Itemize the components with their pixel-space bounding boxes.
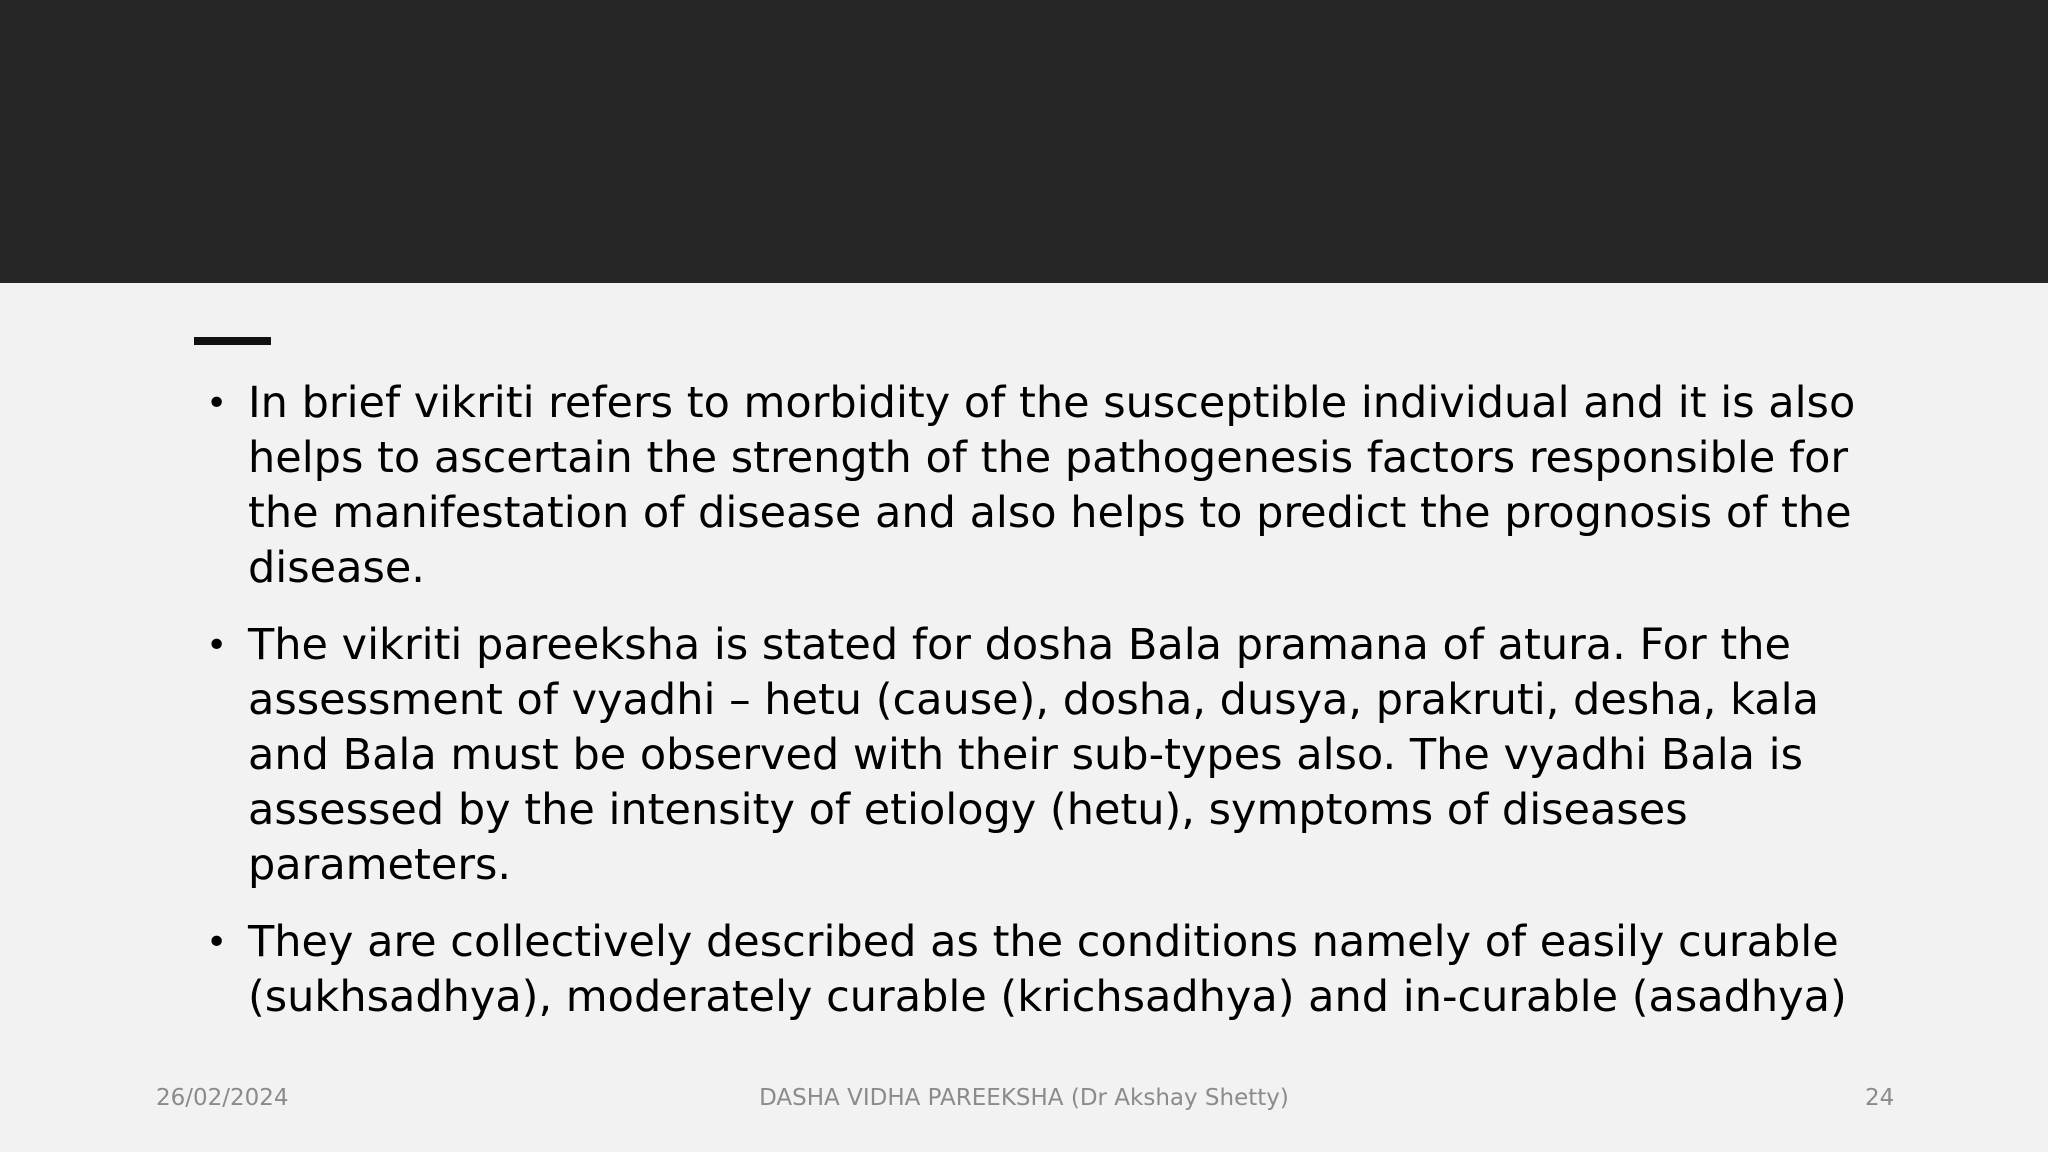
bullet-text: The vikriti pareeksha is stated for dosha Bala pramana of atura. For the assessment of vyadhi – hetu (cause), dosha, dusya, prakruti, desha, kala and Bala must be observed with their sub-types also. The vyadhi Bala is assessed by the intensity of etiology (hetu), symptoms of diseases parameters. — [248, 620, 1819, 890]
bullet-icon: • — [206, 625, 228, 666]
bullet-item — [200, 915, 1880, 1025]
bullet-icon: • — [206, 383, 228, 424]
page-number: 24 — [1865, 1085, 1895, 1111]
footer-date: 26/02/2024 — [156, 1085, 289, 1111]
footer-title: DASHA VIDHA PAREEKSHA (Dr Akshay Shetty) — [759, 1085, 1289, 1111]
title-accent-bar — [194, 337, 271, 345]
bullet-icon: • — [206, 922, 228, 963]
bullet-item — [200, 376, 1880, 596]
title-band — [0, 0, 2048, 283]
bullet-list — [200, 376, 1880, 1047]
bullet-text: In brief vikriti refers to morbidity of the susceptible individual and it is also helps to ascertain the strength of the pathogenesis factors responsible for the manifestation of disease and also helps to predict the prognosis of the disease. — [248, 378, 1856, 593]
bullet-item — [200, 618, 1880, 893]
bullet-text: They are collectively described as the conditions namely of easily curable (sukhsadhya), moderately curable (krichsadhya) and in-curable (asadhya) — [248, 917, 1847, 1022]
